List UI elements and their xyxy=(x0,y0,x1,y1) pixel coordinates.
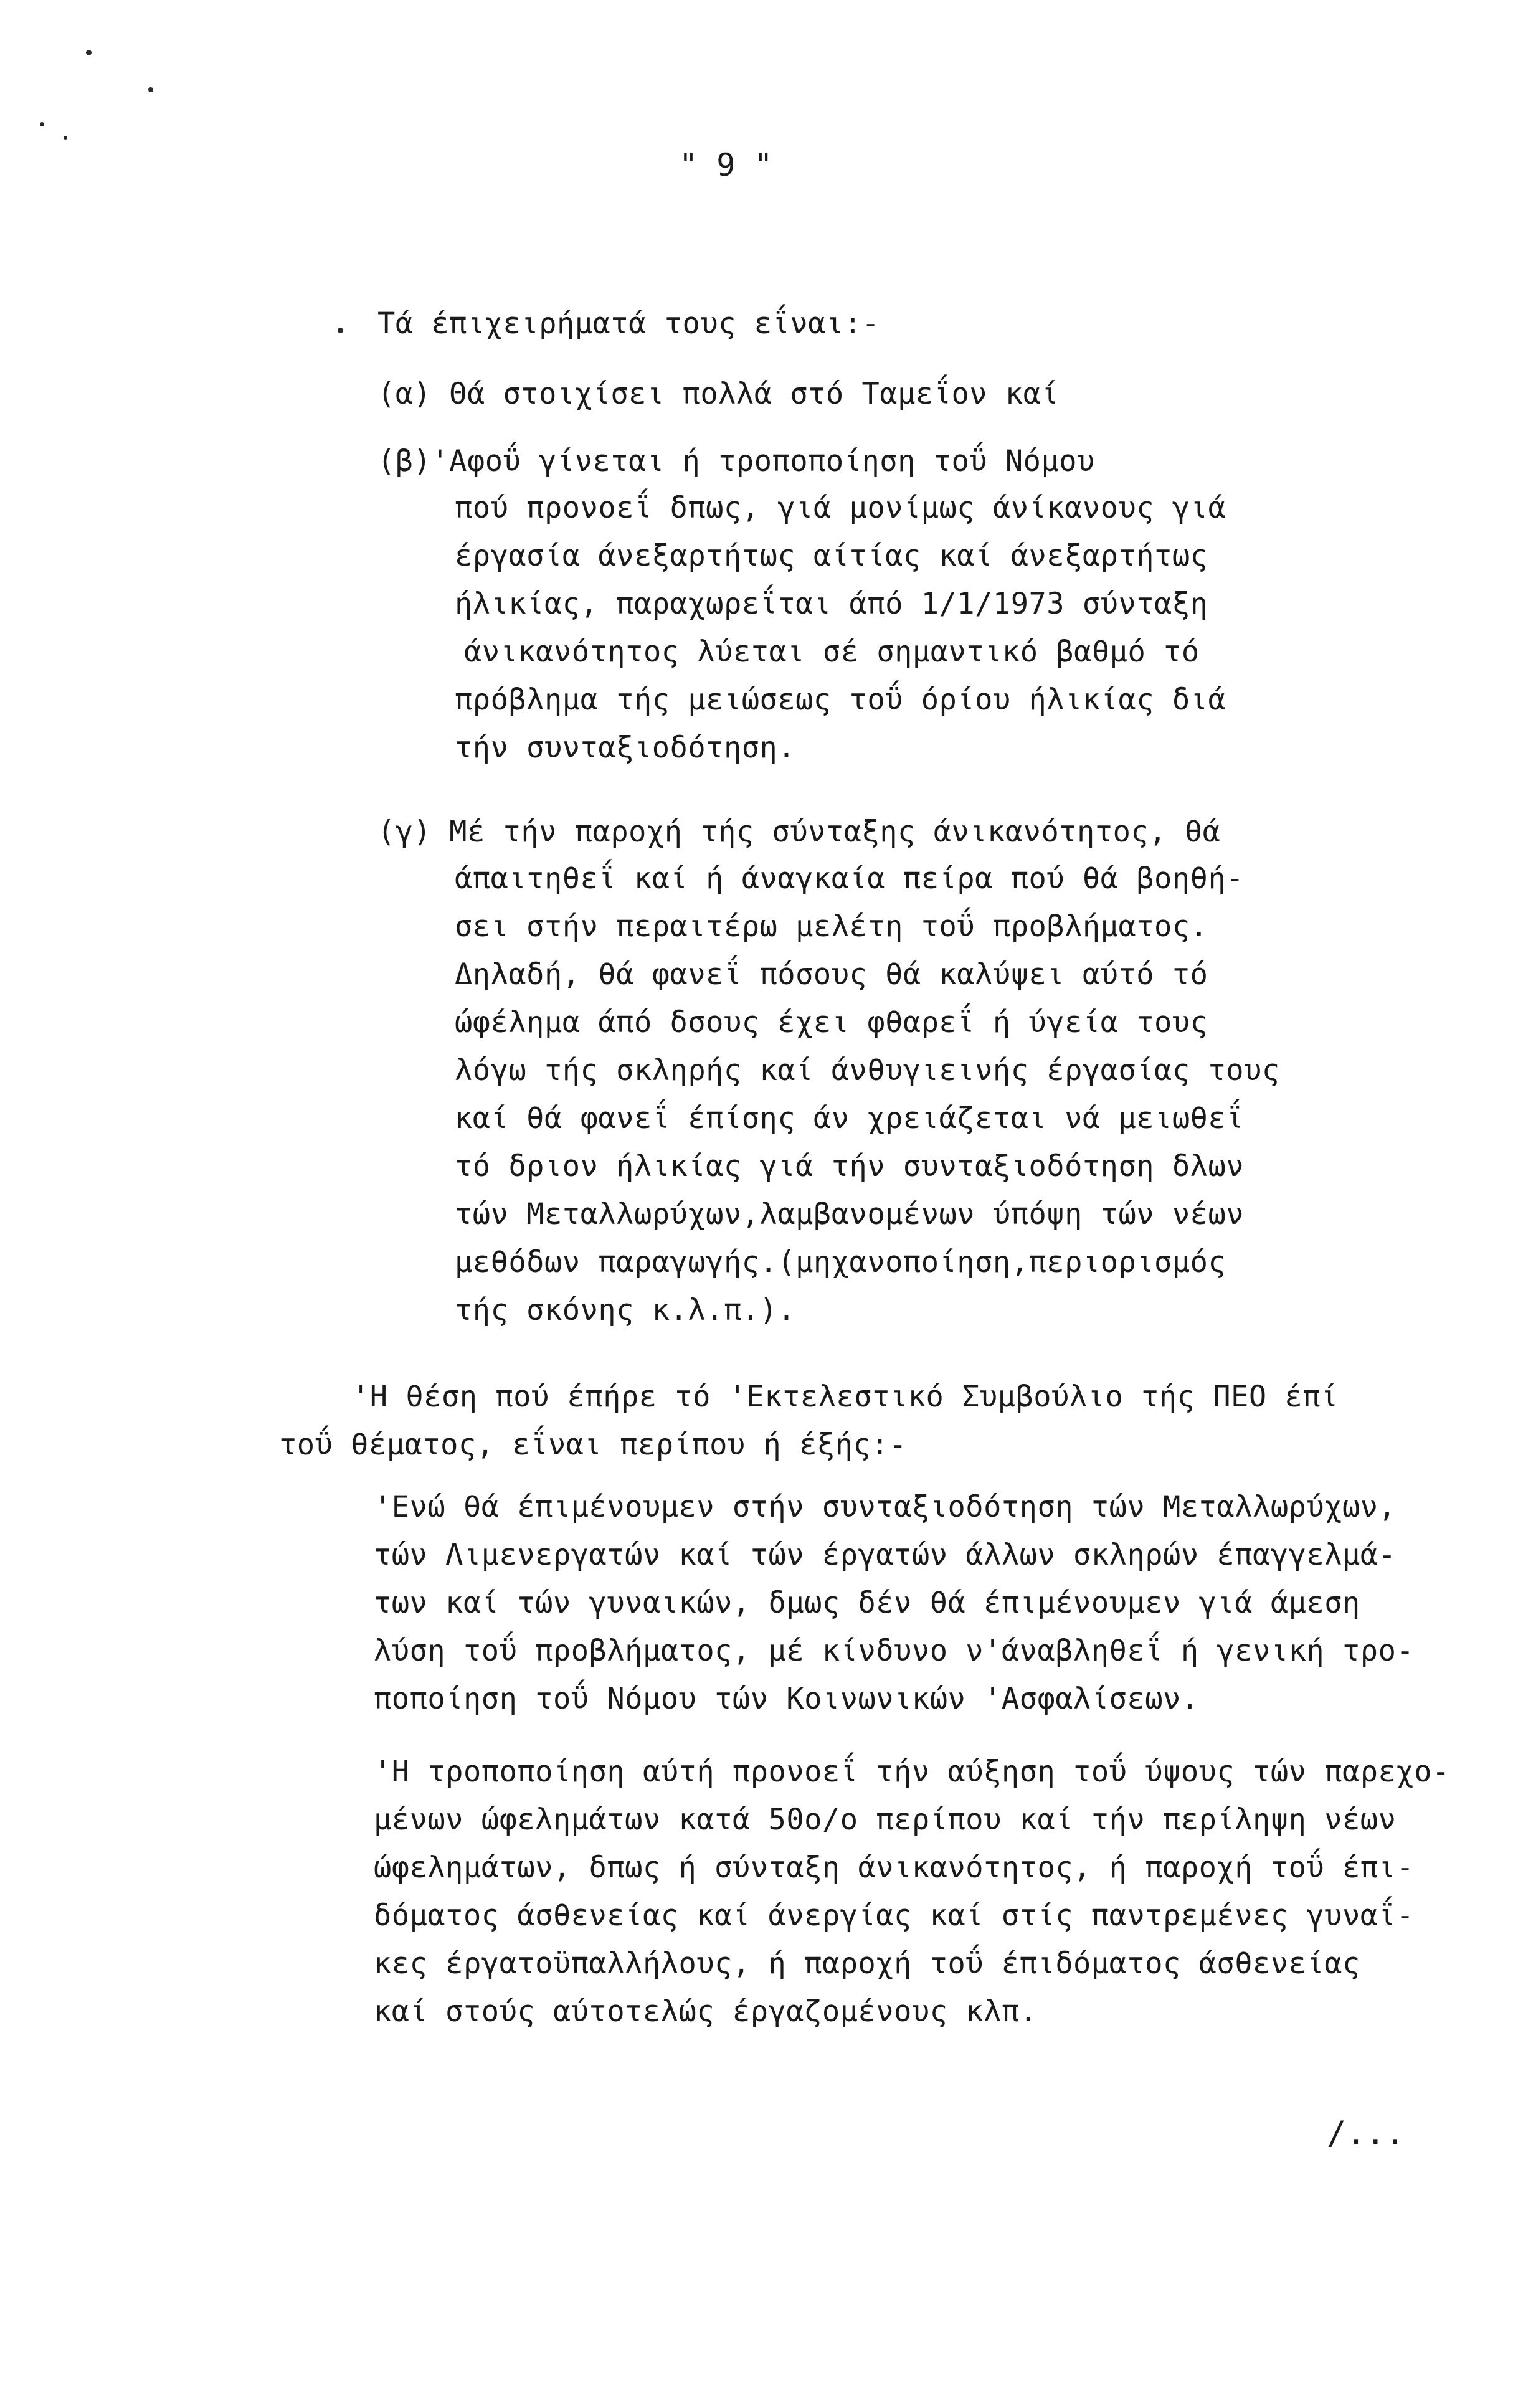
item-c-line: τό δριον ήλικίας γιά τήν συνταξιοδότηση δλων xyxy=(455,1149,1245,1183)
scan-speck xyxy=(64,136,67,140)
item-b-line: πρόβλημα τής μειώσεως τοΰ όρίου ήλικίας διά xyxy=(455,683,1226,717)
item-c-line: σει στήν περαιτέρω μελέτη τοΰ προβλήματος. xyxy=(455,909,1208,944)
intro-line: Τά έπιχειρήματά τους εΐναι:- xyxy=(377,306,880,341)
paragraph-line: κες έργατοϋπαλλήλους, ή παροχή τοΰ έπιδόματος άσθενείας xyxy=(374,1946,1360,1981)
item-b-line: πού προνοεΐ δπως, γιά μονίμως άνίκανους γιά xyxy=(455,491,1226,525)
paragraph-line: 'Ενώ θά έπιμένουμεν στήν συνταξιοδότηση τών Μεταλλωρύχων, xyxy=(374,1490,1397,1524)
item-c-line: (γ) Μέ τήν παροχή τής σύνταξης άνικανότητος, θά xyxy=(377,815,1221,849)
item-c-line: Δηλαδή, θά φανεΐ πόσους θά καλύψει αύτό τό xyxy=(455,957,1208,992)
item-c-line: μεθόδων παραγωγής.(μηχανοποίηση,περιορισμός xyxy=(455,1245,1226,1279)
item-c-line: άπαιτηθεΐ καί ή άναγκαία πείρα πού θά βοηθή- xyxy=(455,861,1245,896)
scan-speck xyxy=(148,87,153,92)
scan-speck xyxy=(40,122,44,126)
item-b-line: τήν συνταξιοδότηση. xyxy=(455,731,796,765)
item-b-line: (β)'Αφοΰ γίνεται ή τροποποίηση τοΰ Νόμου xyxy=(377,444,1095,478)
paragraph-line: 'Η τροποποίηση αύτή προνοεΐ τήν αύξηση τοΰ ύψους τών παρεχο- xyxy=(374,1755,1450,1789)
item-a: (α) Θά στοιχίσει πολλά στό Ταμεΐον καί xyxy=(377,377,1060,411)
paragraph-line: ώφελημάτων, δπως ή σύνταξη άνικανότητος, ή παροχή τοΰ έπι- xyxy=(374,1851,1415,1885)
item-b-line: ήλικίας, παραχωρεΐται άπό 1/1/1973 σύνταξη xyxy=(455,587,1208,621)
paragraph-line: μένων ώφελημάτων κατά 50ο/ο περίπου καί τήν περίληψη νέων xyxy=(374,1803,1397,1837)
paragraph-line: λύση τοΰ προβλήματος, μέ κίνδυνο ν'άναβληθεΐ ή γενική τρο- xyxy=(374,1634,1415,1668)
item-b-line: άνικανότητος λύεται σέ σημαντικό βαθμό τό xyxy=(464,635,1200,669)
scan-speck xyxy=(86,50,92,55)
paragraph-line: των καί τών γυναικών, δμως δέν θά έπιμένουμεν γιά άμεση xyxy=(374,1586,1360,1620)
paragraph-line: ποποίηση τοΰ Νόμου τών Κοινωνικών 'Ασφαλίσεων. xyxy=(374,1682,1199,1716)
bullet-mark xyxy=(338,328,343,333)
item-c-line: τών Μεταλλωρύχων,λαμβανομένων ύπόψη τών νέων xyxy=(455,1197,1245,1231)
item-b-line: έργασία άνεξαρτήτως αίτίας καί άνεξαρτήτως xyxy=(455,539,1208,573)
continuation-mark: /... xyxy=(1327,2115,1405,2152)
paragraph-line: καί στούς αύτοτελώς έργαζομένους κλπ. xyxy=(374,1994,1038,2029)
item-c-line: τής σκόνης κ.λ.π.). xyxy=(455,1293,796,1327)
position-line: 'Η θέση πού έπήρε τό 'Εκτελεστικό Συμβούλιο τής ΠΕΟ έπί xyxy=(352,1380,1339,1414)
item-c-line: ώφέλημα άπό δσους έχει φθαρεΐ ή ύγεία τους xyxy=(455,1005,1208,1040)
item-c-line: καί θά φανεΐ έπίσης άν χρειάζεται νά μειωθεΐ xyxy=(455,1101,1245,1135)
position-line: τοΰ θέματος, εΐναι περίπου ή έξής:- xyxy=(279,1428,907,1462)
item-c-line: λόγω τής σκληρής καί άνθυγιεινής έργασίας τους xyxy=(455,1053,1280,1088)
paragraph-line: δόματος άσθενείας καί άνεργίας καί στίς παντρεμένες γυναΐ- xyxy=(374,1898,1415,1933)
page-number: " 9 " xyxy=(679,147,773,183)
paragraph-line: τών Λιμενεργατών καί τών έργατών άλλων σκληρών έπαγγελμά- xyxy=(374,1538,1397,1572)
